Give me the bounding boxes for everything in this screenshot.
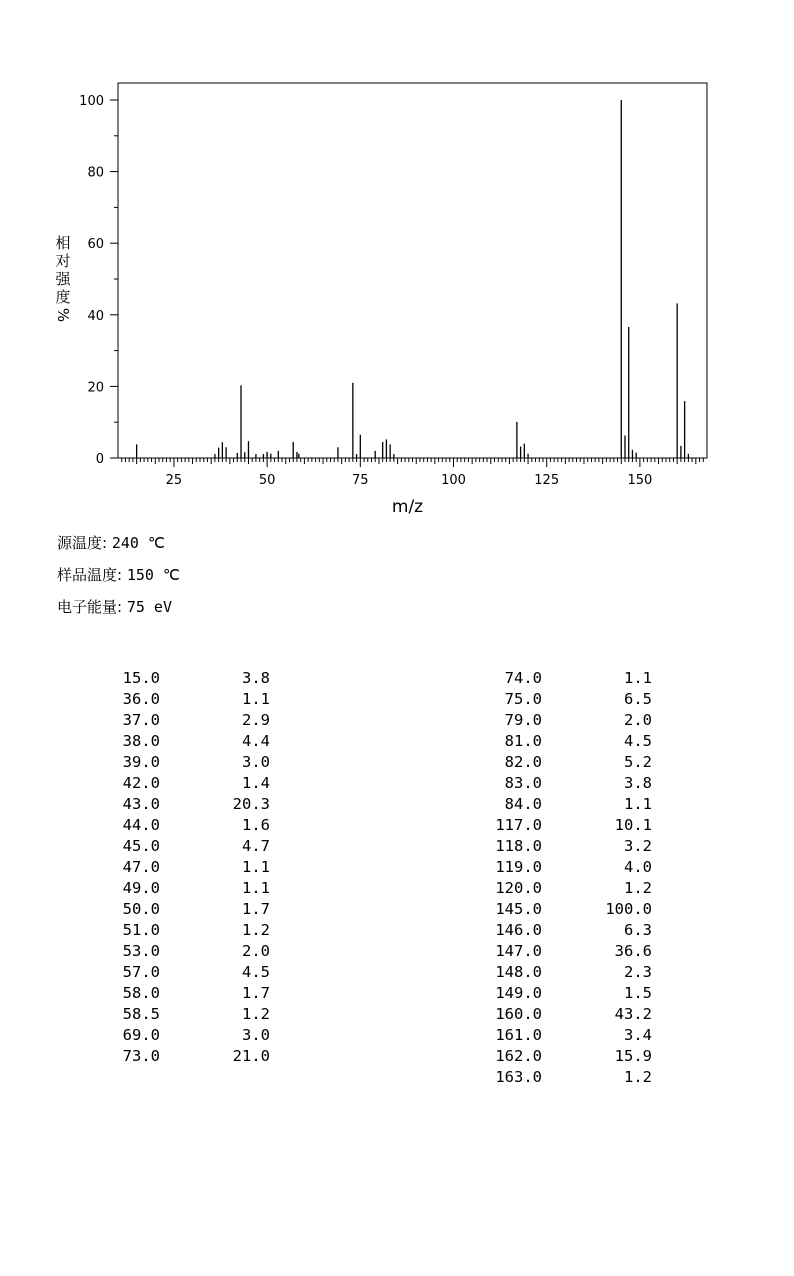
condition-electron-energy bbox=[57, 596, 172, 617]
mz-value: 79.0 bbox=[504, 711, 542, 729]
intensity-value: 21.0 bbox=[232, 1047, 270, 1065]
mz-value: 81.0 bbox=[504, 732, 542, 750]
table-row bbox=[380, 920, 780, 941]
mz-value: 43.0 bbox=[122, 795, 160, 813]
intensity-value: 2.0 bbox=[242, 942, 270, 960]
table-row bbox=[0, 983, 400, 1004]
table-row bbox=[0, 794, 400, 815]
condition-label: 电子能量: bbox=[57, 598, 123, 616]
intensity-value: 6.5 bbox=[624, 690, 652, 708]
intensity-value: 1.1 bbox=[624, 669, 652, 687]
intensity-value: 1.2 bbox=[624, 1068, 652, 1086]
x-tick-label: 50 bbox=[258, 473, 276, 488]
mz-value: 117.0 bbox=[495, 816, 542, 834]
y-tick-label: 60 bbox=[87, 237, 104, 253]
intensity-value: 4.7 bbox=[242, 837, 270, 855]
x-tick-label: 125 bbox=[534, 473, 560, 488]
y-axis-label bbox=[54, 234, 72, 324]
y-tick-label: 0 bbox=[95, 452, 104, 467]
table-row bbox=[0, 878, 400, 899]
table-row bbox=[0, 857, 400, 878]
intensity-value: 15.9 bbox=[614, 1047, 652, 1065]
table-row bbox=[380, 899, 780, 920]
peak-table-left bbox=[0, 668, 400, 1067]
mz-value: 36.0 bbox=[122, 690, 160, 708]
x-axis-label: m/z bbox=[391, 497, 424, 517]
table-row bbox=[0, 668, 400, 689]
plot-frame bbox=[118, 83, 707, 458]
table-row bbox=[0, 773, 400, 794]
table-row bbox=[380, 710, 780, 731]
mz-value: 58.5 bbox=[122, 1005, 160, 1023]
table-row bbox=[380, 731, 780, 752]
mz-value: 69.0 bbox=[122, 1026, 160, 1044]
condition-label: 样品温度: bbox=[57, 566, 123, 584]
intensity-value: 1.1 bbox=[624, 795, 652, 813]
table-row bbox=[380, 836, 780, 857]
table-row bbox=[380, 794, 780, 815]
mz-value: 37.0 bbox=[122, 711, 160, 729]
y-axis-label-char: 对 bbox=[55, 252, 71, 270]
table-row bbox=[380, 983, 780, 1004]
condition-value: 75 eV bbox=[126, 598, 172, 616]
mz-value: 45.0 bbox=[122, 837, 160, 855]
mz-value: 84.0 bbox=[504, 795, 542, 813]
table-row bbox=[0, 1025, 400, 1046]
mz-value: 83.0 bbox=[504, 774, 542, 792]
mz-value: 49.0 bbox=[122, 879, 160, 897]
mz-value: 162.0 bbox=[495, 1047, 542, 1065]
intensity-value: 1.1 bbox=[242, 858, 270, 876]
intensity-value: 2.9 bbox=[242, 711, 270, 729]
table-row bbox=[380, 1067, 780, 1088]
mz-value: 145.0 bbox=[495, 900, 542, 918]
intensity-value: 1.4 bbox=[242, 774, 270, 792]
y-tick-label: 80 bbox=[87, 165, 104, 181]
intensity-value: 1.2 bbox=[242, 1005, 270, 1023]
table-row bbox=[0, 815, 400, 836]
mz-value: 58.0 bbox=[122, 984, 160, 1002]
table-row bbox=[380, 941, 780, 962]
mz-value: 38.0 bbox=[122, 732, 160, 750]
table-row bbox=[380, 1046, 780, 1067]
y-axis-label-char: 强 bbox=[55, 270, 71, 288]
y-tick-label: 20 bbox=[87, 380, 104, 396]
table-row bbox=[380, 668, 780, 689]
mz-value: 149.0 bbox=[495, 984, 542, 1002]
mz-value: 146.0 bbox=[495, 921, 542, 939]
mz-value: 119.0 bbox=[495, 858, 542, 876]
mz-value: 57.0 bbox=[122, 963, 160, 981]
intensity-value: 1.7 bbox=[242, 984, 270, 1002]
intensity-value: 20.3 bbox=[232, 795, 270, 813]
intensity-value: 4.0 bbox=[624, 858, 652, 876]
mz-value: 15.0 bbox=[122, 669, 160, 687]
x-tick-label: 75 bbox=[352, 473, 369, 488]
mz-value: 50.0 bbox=[122, 900, 160, 918]
intensity-value: 3.0 bbox=[242, 753, 270, 771]
condition-label: 源温度: bbox=[57, 534, 108, 552]
mz-value: 120.0 bbox=[495, 879, 542, 897]
mz-value: 82.0 bbox=[504, 753, 542, 771]
intensity-value: 4.4 bbox=[242, 732, 270, 750]
intensity-value: 3.8 bbox=[624, 774, 652, 792]
intensity-value: 5.2 bbox=[624, 753, 652, 771]
mz-value: 42.0 bbox=[122, 774, 160, 792]
mz-value: 51.0 bbox=[122, 921, 160, 939]
intensity-value: 3.2 bbox=[624, 837, 652, 855]
table-row bbox=[380, 857, 780, 878]
table-row bbox=[0, 899, 400, 920]
intensity-value: 10.1 bbox=[614, 816, 652, 834]
y-tick-label: 40 bbox=[87, 308, 104, 324]
x-tick-label: 150 bbox=[627, 473, 653, 488]
condition-value: 240 ℃ bbox=[111, 534, 165, 552]
mz-value: 47.0 bbox=[122, 858, 160, 876]
intensity-value: 100.0 bbox=[605, 900, 652, 918]
peak-table-right bbox=[380, 668, 780, 1088]
table-row bbox=[380, 815, 780, 836]
table-row bbox=[380, 689, 780, 710]
y-axis-label-char: 相 bbox=[55, 234, 71, 252]
intensity-value: 1.1 bbox=[242, 690, 270, 708]
intensity-value: 1.6 bbox=[242, 816, 270, 834]
table-row bbox=[0, 1046, 400, 1067]
mz-value: 39.0 bbox=[122, 753, 160, 771]
table-row bbox=[380, 773, 780, 794]
y-tick-label: 100 bbox=[79, 94, 104, 109]
mz-value: 73.0 bbox=[122, 1047, 160, 1065]
intensity-value: 4.5 bbox=[624, 732, 652, 750]
table-row bbox=[0, 752, 400, 773]
mz-value: 44.0 bbox=[122, 816, 160, 834]
intensity-value: 3.4 bbox=[624, 1026, 652, 1044]
intensity-value: 1.2 bbox=[624, 879, 652, 897]
intensity-value: 3.8 bbox=[242, 669, 270, 687]
mz-value: 118.0 bbox=[495, 837, 542, 855]
mass-spectrum-chart bbox=[0, 0, 794, 520]
intensity-value: 3.0 bbox=[242, 1026, 270, 1044]
mz-value: 161.0 bbox=[495, 1026, 542, 1044]
intensity-value: 2.0 bbox=[624, 711, 652, 729]
table-row bbox=[0, 962, 400, 983]
condition-source-temp bbox=[57, 532, 165, 553]
table-row bbox=[380, 962, 780, 983]
table-row bbox=[0, 920, 400, 941]
intensity-value: 43.2 bbox=[614, 1005, 652, 1023]
intensity-value: 1.1 bbox=[242, 879, 270, 897]
x-tick-label: 25 bbox=[165, 473, 183, 488]
table-row bbox=[0, 941, 400, 962]
mz-value: 75.0 bbox=[504, 690, 542, 708]
intensity-value: 1.2 bbox=[242, 921, 270, 939]
table-row bbox=[380, 1025, 780, 1046]
mz-value: 160.0 bbox=[495, 1005, 542, 1023]
intensity-value: 4.5 bbox=[242, 963, 270, 981]
mz-value: 163.0 bbox=[495, 1068, 542, 1086]
table-row bbox=[380, 878, 780, 899]
table-row bbox=[0, 1004, 400, 1025]
x-tick-label: 100 bbox=[441, 473, 466, 488]
intensity-value: 36.6 bbox=[614, 942, 652, 960]
mz-value: 148.0 bbox=[495, 963, 542, 981]
table-row bbox=[0, 689, 400, 710]
table-row bbox=[0, 731, 400, 752]
mz-value: 74.0 bbox=[504, 669, 542, 687]
condition-value: 150 ℃ bbox=[126, 566, 180, 584]
condition-sample-temp bbox=[57, 564, 180, 585]
intensity-value: 1.5 bbox=[624, 984, 652, 1002]
table-row bbox=[0, 710, 400, 731]
mz-value: 53.0 bbox=[122, 942, 160, 960]
y-axis-label-char: 度 bbox=[55, 288, 71, 306]
intensity-value: 2.3 bbox=[624, 963, 652, 981]
mz-value: 147.0 bbox=[495, 942, 542, 960]
y-axis-unit: % bbox=[54, 307, 72, 323]
intensity-value: 1.7 bbox=[242, 900, 270, 918]
table-row bbox=[0, 836, 400, 857]
intensity-value: 6.3 bbox=[624, 921, 652, 939]
table-row bbox=[380, 752, 780, 773]
table-row bbox=[380, 1004, 780, 1025]
